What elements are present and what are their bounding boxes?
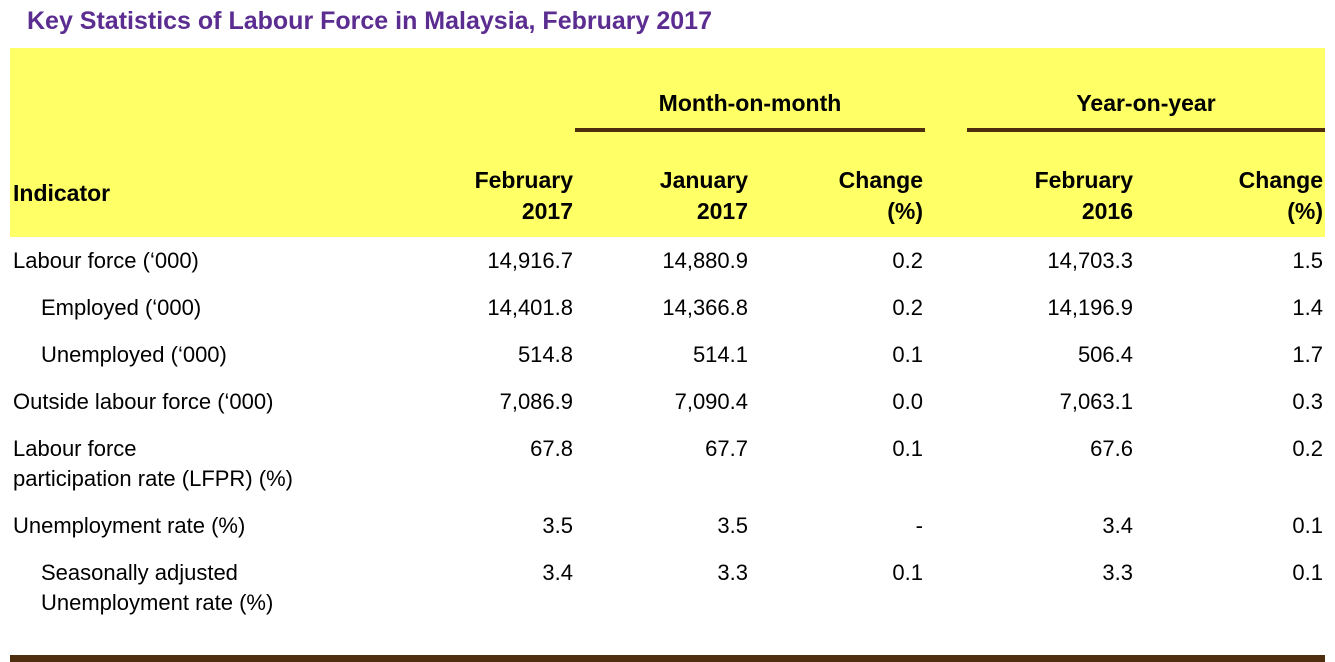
value-cell-yoy-change: 1.5 — [1292, 248, 1324, 273]
indicator-cell — [10, 284, 450, 331]
value-cell-feb2016: 3.3 — [1102, 560, 1133, 585]
value-cell-feb2017: 67.8 — [530, 436, 573, 461]
indicator-cell — [10, 331, 450, 378]
column-header-yoy-change — [1135, 132, 1325, 237]
indicator-label: Labour force — [13, 436, 137, 461]
labour-force-table — [10, 48, 1325, 626]
column-header-line2: (%) — [1287, 198, 1324, 224]
column-header-line2: (%) — [887, 198, 923, 224]
indicator-label: Unemployed (‘000) — [41, 342, 227, 367]
column-header-line2: 2016 — [1081, 198, 1133, 224]
table-row-unemployment-rate — [10, 502, 1325, 549]
value-cell-mom-change: 0.1 — [892, 342, 923, 367]
value-cell-feb2017: 514.8 — [517, 342, 573, 367]
value-cell-feb2016: 506.4 — [1077, 342, 1133, 367]
value-cell-mom-change: 0.0 — [892, 389, 923, 414]
value-cell-yoy-change: 0.1 — [1292, 560, 1324, 585]
indicator-cell — [10, 425, 450, 502]
value-cell-mom-change: - — [915, 513, 923, 538]
value-cell-feb2016: 7,063.1 — [1059, 389, 1133, 414]
column-header-january-2017 — [575, 132, 750, 237]
table-row-labour-force — [10, 237, 1325, 284]
value-cell-jan2017: 14,366.8 — [662, 295, 748, 320]
value-cell-feb2016: 14,703.3 — [1047, 248, 1133, 273]
group-header-year-on-year — [925, 48, 1325, 132]
table-row-unemployed — [10, 331, 1325, 378]
value-cell-feb2017: 3.5 — [542, 513, 573, 538]
indicator-column-header: Indicator — [10, 48, 450, 237]
column-header-line2: 2017 — [696, 198, 748, 224]
column-header-line1: February — [474, 167, 573, 193]
value-cell-mom-change: 0.2 — [892, 295, 923, 320]
value-cell-jan2017: 3.3 — [717, 560, 748, 585]
bottom-rule — [10, 655, 1325, 662]
indicator-label: Outside labour force (‘000) — [13, 389, 274, 414]
column-header-line2: 2017 — [521, 198, 573, 224]
column-header-line1: Change — [838, 167, 923, 193]
page — [0, 8, 1335, 652]
table-row-employed — [10, 284, 1325, 331]
indicator-label: Seasonally adjusted — [41, 560, 238, 585]
value-cell-mom-change: 0.2 — [892, 248, 923, 273]
value-cell-feb2017: 14,401.8 — [487, 295, 573, 320]
group-header-month-on-month — [575, 48, 925, 132]
value-cell-feb2017: 3.4 — [542, 560, 573, 585]
indicator-label: Unemployment rate (%) — [13, 513, 246, 538]
column-header-line1: Change — [1238, 167, 1324, 193]
indicator-cell — [10, 502, 450, 549]
table-row-lfpr — [10, 425, 1325, 502]
value-cell-jan2017: 67.7 — [705, 436, 748, 461]
group-header-label: Month-on-month — [658, 90, 842, 116]
table-row-seasonally-adjusted-unemployment-rate — [10, 549, 1325, 626]
value-cell-jan2017: 3.5 — [717, 513, 748, 538]
indicator-cell — [10, 237, 450, 284]
value-cell-yoy-change: 1.7 — [1292, 342, 1324, 367]
group-header-row — [10, 48, 1325, 132]
value-cell-yoy-change: 0.2 — [1292, 436, 1324, 461]
column-header-february-2016 — [925, 132, 1135, 237]
column-header-mom-change — [750, 132, 925, 237]
indicator-label-line2: Unemployment rate (%) — [41, 590, 274, 615]
indicator-label: Employed (‘000) — [41, 295, 202, 320]
group-header-label: Year-on-year — [1076, 90, 1216, 116]
value-cell-mom-change: 0.1 — [892, 436, 923, 461]
value-cell-jan2017: 14,880.9 — [662, 248, 748, 273]
value-cell-jan2017: 514.1 — [692, 342, 748, 367]
value-cell-yoy-change: 1.4 — [1292, 295, 1324, 320]
value-cell-yoy-change: 0.3 — [1292, 389, 1324, 414]
column-header-february-2017 — [450, 48, 575, 237]
value-cell-feb2016: 67.6 — [1090, 436, 1133, 461]
table-body — [10, 237, 1325, 626]
value-cell-yoy-change: 0.1 — [1292, 513, 1324, 538]
indicator-cell — [10, 378, 450, 425]
table-row-outside-labour-force — [10, 378, 1325, 425]
indicator-cell — [10, 549, 450, 626]
table-header — [10, 48, 1325, 237]
column-header-line1: January — [659, 167, 748, 193]
column-header-line1: February — [1034, 167, 1133, 193]
value-cell-feb2016: 14,196.9 — [1047, 295, 1133, 320]
value-cell-feb2017: 7,086.9 — [499, 389, 573, 414]
value-cell-mom-change: 0.1 — [892, 560, 923, 585]
value-cell-feb2016: 3.4 — [1102, 513, 1133, 538]
page-title: Key Statistics of Labour Force in Malaysia, February 2017 — [27, 7, 712, 35]
indicator-label-line2: participation rate (LFPR) (%) — [13, 466, 293, 491]
value-cell-feb2017: 14,916.7 — [487, 248, 573, 273]
value-cell-jan2017: 7,090.4 — [674, 389, 748, 414]
indicator-label: Labour force (‘000) — [13, 248, 199, 273]
